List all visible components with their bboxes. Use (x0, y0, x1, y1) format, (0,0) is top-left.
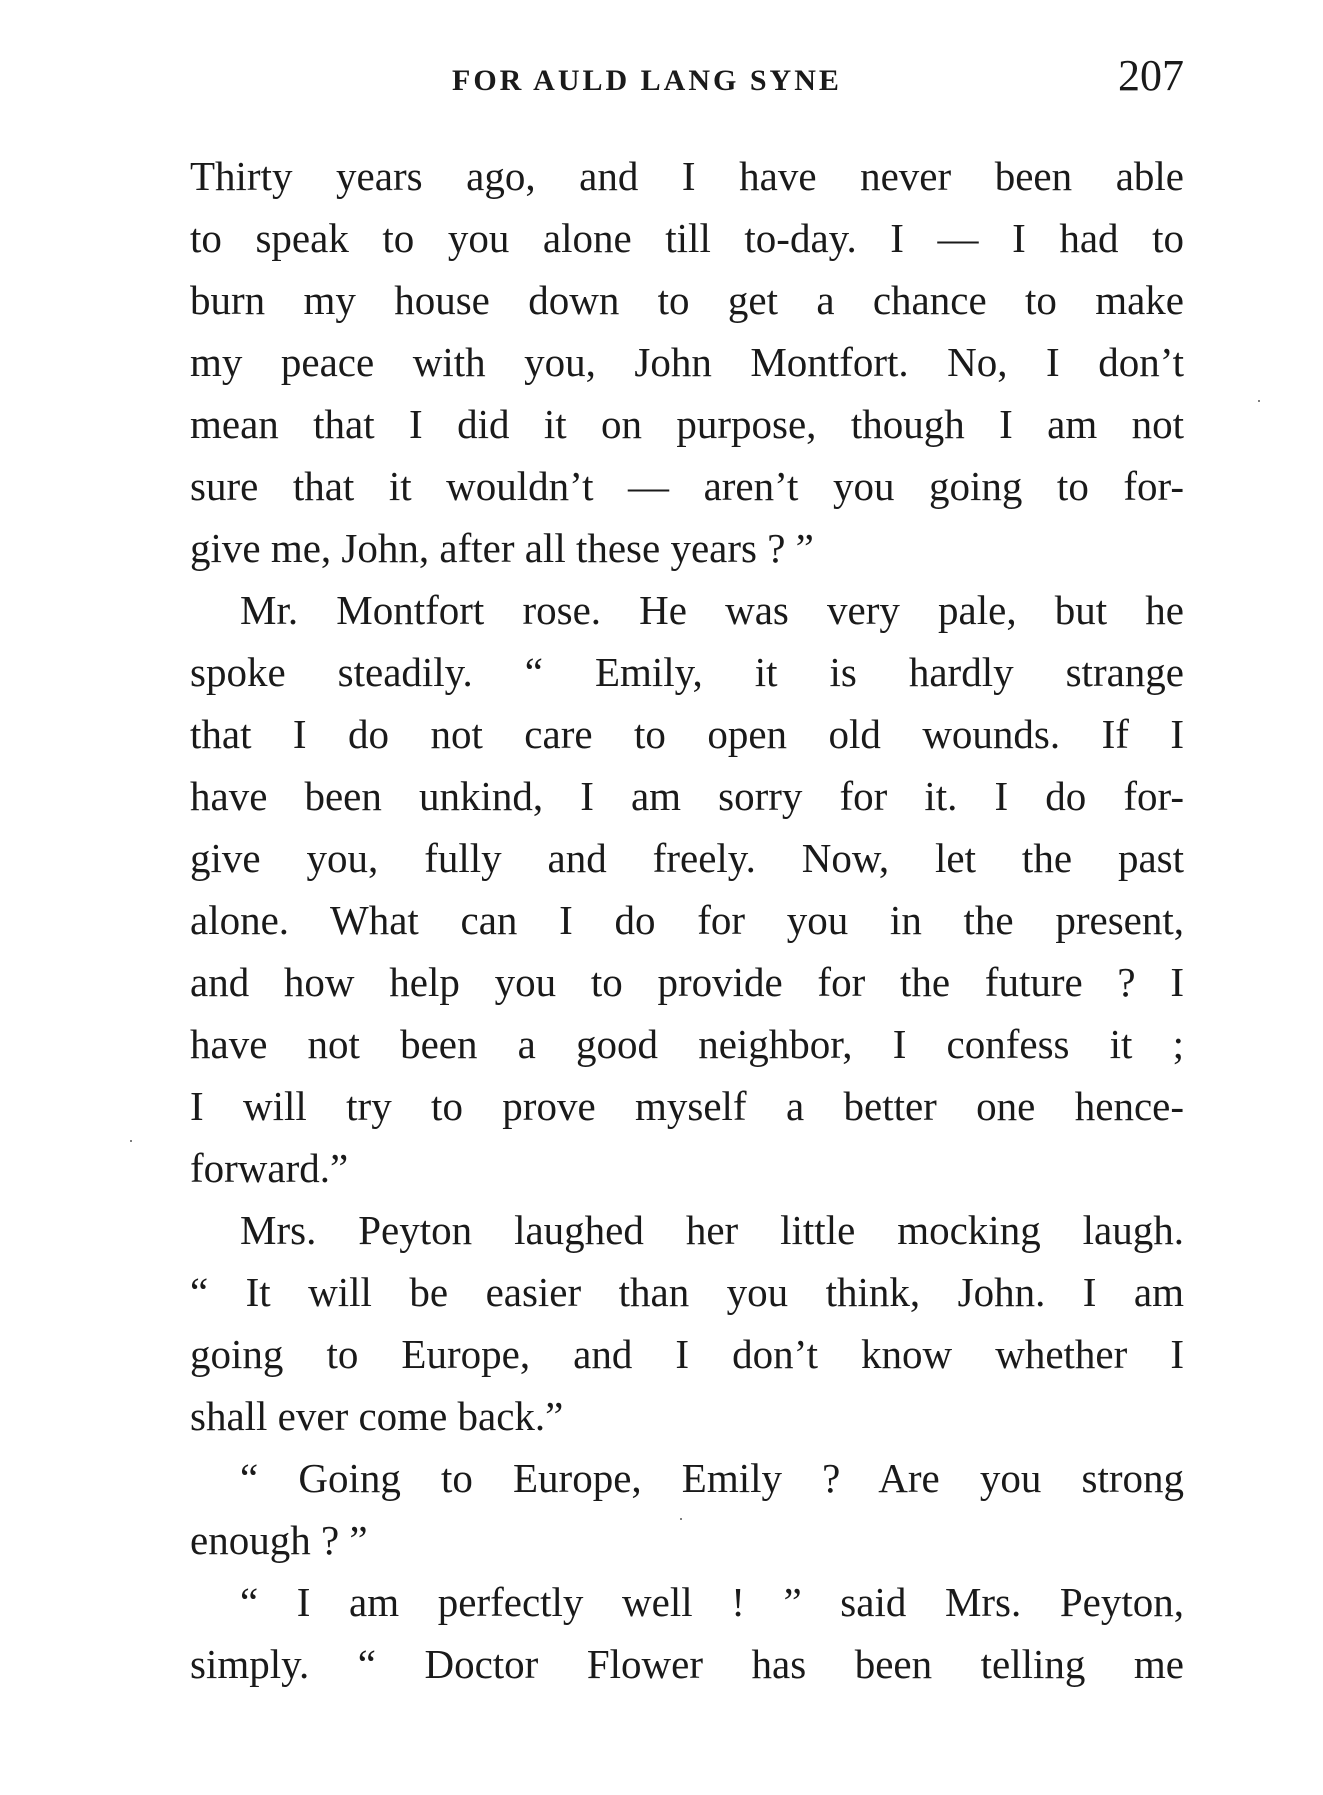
text-line: give me, John, after all these years ? ” (190, 525, 814, 571)
text-line: “ Going to Europe, Emily ? Are you strong (240, 1455, 1184, 1501)
text-line: to speak to you alone till to-day. I — I had to (190, 215, 1184, 261)
text-line: that I do not care to open old wounds. If I (190, 711, 1184, 757)
text-line: forward.” (190, 1145, 349, 1191)
text-line: mean that I did it on purpose, though I am not (190, 401, 1184, 447)
text-line: “ It will be easier than you think, John. I am (190, 1269, 1184, 1315)
text-line: have been unkind, I am sorry for it. I do for- (190, 773, 1184, 819)
paper-speck (1258, 400, 1260, 402)
text-line: Thirty years ago, and I have never been able (190, 153, 1184, 199)
text-line: my peace with you, John Montfort. No, I don’t (190, 339, 1184, 385)
text-line: spoke steadily. “ Emily, it is hardly strange (190, 649, 1184, 695)
text-line: and how help you to provide for the future ? I (190, 959, 1184, 1005)
text-line: give you, fully and freely. Now, let the past (190, 835, 1184, 881)
text-line: simply. “ Doctor Flower has been telling me (190, 1641, 1184, 1687)
text-line: “ I am perfectly well ! ” said Mrs. Peyton, (240, 1579, 1184, 1625)
running-head (190, 50, 1184, 110)
body-text (190, 145, 1184, 1695)
text-line: enough ? ” (190, 1517, 368, 1563)
text-line: Mrs. Peyton laughed her little mocking laugh. (240, 1207, 1184, 1253)
text-line: burn my house down to get a chance to make (190, 277, 1184, 323)
text-line: Mr. Montfort rose. He was very pale, but he (240, 587, 1184, 633)
paper-speck (130, 1140, 132, 1142)
text-line: shall ever come back.” (190, 1393, 564, 1439)
text-line: going to Europe, and I don’t know whether I (190, 1331, 1184, 1377)
text-line: I will try to prove myself a better one hence- (190, 1083, 1184, 1129)
text-line: have not been a good neighbor, I confess it ; (190, 1021, 1184, 1067)
text-line: sure that it wouldn’t — aren’t you going to for- (190, 463, 1184, 509)
running-title: FOR AULD LANG SYNE (452, 64, 842, 97)
paper-speck (680, 1518, 682, 1520)
text-line: alone. What can I do for you in the present, (190, 897, 1184, 943)
page-number: 207 (1118, 51, 1184, 100)
